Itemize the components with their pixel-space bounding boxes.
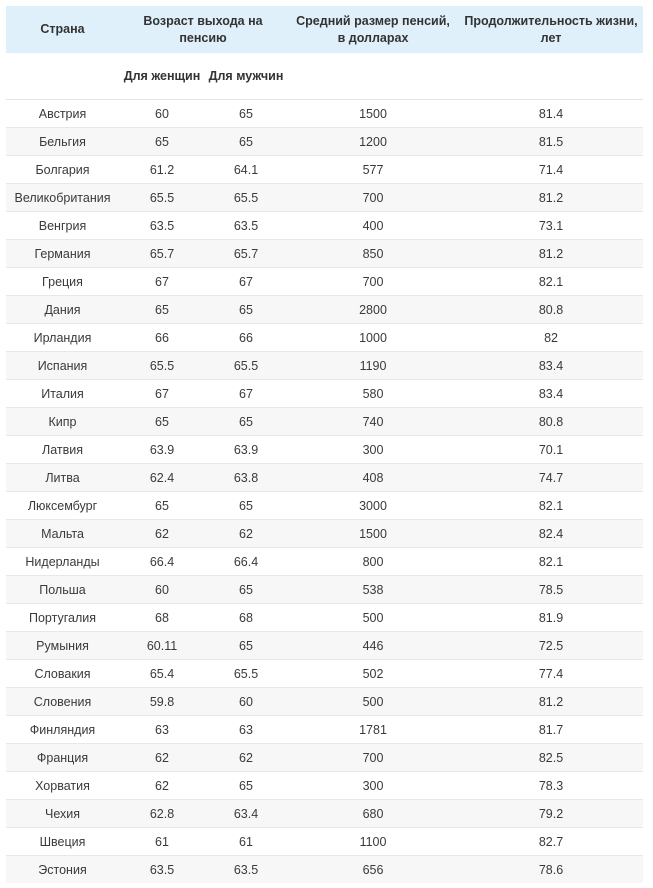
cell-men-age: 63.5 (205, 212, 287, 240)
cell-men-age: 65.7 (205, 240, 287, 268)
cell-life-expectancy: 81.7 (459, 716, 643, 744)
cell-women-age: 62 (119, 744, 205, 772)
cell-country: Кипр (6, 408, 119, 436)
cell-life-expectancy: 80.8 (459, 408, 643, 436)
cell-women-age: 65 (119, 492, 205, 520)
cell-women-age: 59.8 (119, 688, 205, 716)
cell-avg-pension: 700 (287, 268, 459, 296)
cell-men-age: 65 (205, 492, 287, 520)
cell-country: Великобритания (6, 184, 119, 212)
cell-men-age: 65 (205, 772, 287, 800)
cell-women-age: 65 (119, 128, 205, 156)
subheader-women: Для женщин (119, 53, 205, 100)
cell-avg-pension: 1500 (287, 100, 459, 128)
cell-life-expectancy: 72.5 (459, 632, 643, 660)
cell-avg-pension: 1500 (287, 520, 459, 548)
cell-life-expectancy: 82.4 (459, 520, 643, 548)
cell-country: Нидерланды (6, 548, 119, 576)
cell-avg-pension: 400 (287, 212, 459, 240)
cell-life-expectancy: 80.8 (459, 296, 643, 324)
cell-women-age: 63.5 (119, 856, 205, 884)
cell-avg-pension: 2800 (287, 296, 459, 324)
subheader-men: Для мужчин (205, 53, 287, 100)
cell-women-age: 62.8 (119, 800, 205, 828)
cell-men-age: 60 (205, 688, 287, 716)
cell-country: Греция (6, 268, 119, 296)
cell-men-age: 63.8 (205, 464, 287, 492)
cell-life-expectancy: 82.7 (459, 828, 643, 856)
table-row (6, 548, 643, 576)
cell-country: Германия (6, 240, 119, 268)
header-row (6, 6, 643, 53)
cell-men-age: 63.4 (205, 800, 287, 828)
cell-men-age: 63.5 (205, 856, 287, 884)
cell-avg-pension: 300 (287, 436, 459, 464)
cell-avg-pension: 1781 (287, 716, 459, 744)
table-row (6, 352, 643, 380)
cell-women-age: 60 (119, 100, 205, 128)
table-row (6, 604, 643, 632)
cell-avg-pension: 800 (287, 548, 459, 576)
cell-women-age: 67 (119, 380, 205, 408)
cell-country: Румыния (6, 632, 119, 660)
table-body (6, 100, 643, 884)
cell-avg-pension: 3000 (287, 492, 459, 520)
cell-life-expectancy: 78.3 (459, 772, 643, 800)
table-row (6, 128, 643, 156)
table-row (6, 408, 643, 436)
cell-women-age: 61.2 (119, 156, 205, 184)
cell-life-expectancy: 70.1 (459, 436, 643, 464)
cell-country: Венгрия (6, 212, 119, 240)
cell-country: Италия (6, 380, 119, 408)
cell-country: Франция (6, 744, 119, 772)
cell-country: Словения (6, 688, 119, 716)
cell-avg-pension: 580 (287, 380, 459, 408)
cell-life-expectancy: 81.2 (459, 688, 643, 716)
table-row (6, 380, 643, 408)
cell-avg-pension: 500 (287, 604, 459, 632)
table-row (6, 856, 643, 884)
cell-avg-pension: 577 (287, 156, 459, 184)
cell-life-expectancy: 81.4 (459, 100, 643, 128)
cell-avg-pension: 500 (287, 688, 459, 716)
cell-men-age: 68 (205, 604, 287, 632)
cell-women-age: 60.11 (119, 632, 205, 660)
cell-avg-pension: 680 (287, 800, 459, 828)
subheader-empty (459, 53, 643, 100)
table-row (6, 716, 643, 744)
cell-avg-pension: 656 (287, 856, 459, 884)
cell-avg-pension: 700 (287, 184, 459, 212)
cell-life-expectancy: 81.9 (459, 604, 643, 632)
cell-life-expectancy: 77.4 (459, 660, 643, 688)
table-row (6, 184, 643, 212)
cell-avg-pension: 502 (287, 660, 459, 688)
cell-men-age: 65 (205, 128, 287, 156)
table-row (6, 744, 643, 772)
cell-women-age: 62 (119, 520, 205, 548)
cell-avg-pension: 850 (287, 240, 459, 268)
cell-men-age: 65 (205, 296, 287, 324)
cell-country: Бельгия (6, 128, 119, 156)
cell-life-expectancy: 81.2 (459, 240, 643, 268)
cell-women-age: 65.4 (119, 660, 205, 688)
cell-men-age: 65 (205, 576, 287, 604)
cell-women-age: 61 (119, 828, 205, 856)
cell-avg-pension: 1100 (287, 828, 459, 856)
cell-country: Ирландия (6, 324, 119, 352)
table-row (6, 800, 643, 828)
subheader-row (6, 53, 643, 100)
cell-country: Финляндия (6, 716, 119, 744)
cell-life-expectancy: 82.5 (459, 744, 643, 772)
cell-country: Словакия (6, 660, 119, 688)
cell-women-age: 65 (119, 408, 205, 436)
cell-women-age: 65.5 (119, 184, 205, 212)
cell-men-age: 65.5 (205, 660, 287, 688)
table-row (6, 520, 643, 548)
subheader-empty (6, 53, 119, 100)
header-country: Страна (6, 6, 119, 53)
cell-men-age: 63 (205, 716, 287, 744)
cell-country: Люксембург (6, 492, 119, 520)
table-row (6, 632, 643, 660)
cell-life-expectancy: 79.2 (459, 800, 643, 828)
cell-life-expectancy: 78.6 (459, 856, 643, 884)
pension-table-container (6, 6, 643, 883)
table-row (6, 688, 643, 716)
cell-life-expectancy: 81.2 (459, 184, 643, 212)
cell-women-age: 65.7 (119, 240, 205, 268)
cell-life-expectancy: 73.1 (459, 212, 643, 240)
cell-country: Австрия (6, 100, 119, 128)
cell-life-expectancy: 81.5 (459, 128, 643, 156)
cell-men-age: 67 (205, 380, 287, 408)
cell-women-age: 65.5 (119, 352, 205, 380)
table-row (6, 660, 643, 688)
table-row (6, 464, 643, 492)
table-row (6, 240, 643, 268)
cell-men-age: 65 (205, 100, 287, 128)
cell-men-age: 63.9 (205, 436, 287, 464)
cell-country: Швеция (6, 828, 119, 856)
cell-men-age: 62 (205, 520, 287, 548)
cell-country: Хорватия (6, 772, 119, 800)
cell-women-age: 62.4 (119, 464, 205, 492)
cell-country: Дания (6, 296, 119, 324)
cell-avg-pension: 446 (287, 632, 459, 660)
table-header (6, 6, 643, 100)
cell-country: Португалия (6, 604, 119, 632)
table-row (6, 324, 643, 352)
cell-country: Мальта (6, 520, 119, 548)
header-avg-pension: Средний размер пенсий, в долларах (287, 6, 459, 53)
cell-women-age: 68 (119, 604, 205, 632)
table-row (6, 296, 643, 324)
cell-life-expectancy: 83.4 (459, 352, 643, 380)
table-row (6, 436, 643, 464)
cell-life-expectancy: 82.1 (459, 548, 643, 576)
cell-men-age: 64.1 (205, 156, 287, 184)
cell-men-age: 65 (205, 408, 287, 436)
cell-avg-pension: 300 (287, 772, 459, 800)
cell-women-age: 66 (119, 324, 205, 352)
cell-avg-pension: 538 (287, 576, 459, 604)
cell-life-expectancy: 82.1 (459, 492, 643, 520)
cell-women-age: 67 (119, 268, 205, 296)
cell-life-expectancy: 83.4 (459, 380, 643, 408)
cell-avg-pension: 1000 (287, 324, 459, 352)
cell-life-expectancy: 82.1 (459, 268, 643, 296)
cell-life-expectancy: 82 (459, 324, 643, 352)
cell-country: Эстония (6, 856, 119, 884)
cell-life-expectancy: 74.7 (459, 464, 643, 492)
cell-country: Чехия (6, 800, 119, 828)
cell-men-age: 67 (205, 268, 287, 296)
cell-women-age: 62 (119, 772, 205, 800)
table-row (6, 492, 643, 520)
cell-women-age: 65 (119, 296, 205, 324)
cell-country: Испания (6, 352, 119, 380)
cell-avg-pension: 408 (287, 464, 459, 492)
table-row (6, 156, 643, 184)
cell-country: Болгария (6, 156, 119, 184)
cell-men-age: 65.5 (205, 184, 287, 212)
cell-avg-pension: 740 (287, 408, 459, 436)
cell-men-age: 65 (205, 632, 287, 660)
table-row (6, 268, 643, 296)
cell-men-age: 65.5 (205, 352, 287, 380)
cell-men-age: 66.4 (205, 548, 287, 576)
cell-life-expectancy: 71.4 (459, 156, 643, 184)
cell-women-age: 60 (119, 576, 205, 604)
table-row (6, 576, 643, 604)
pension-table (6, 6, 643, 883)
cell-avg-pension: 1200 (287, 128, 459, 156)
cell-avg-pension: 700 (287, 744, 459, 772)
cell-men-age: 62 (205, 744, 287, 772)
cell-women-age: 63.9 (119, 436, 205, 464)
cell-life-expectancy: 78.5 (459, 576, 643, 604)
table-row (6, 212, 643, 240)
cell-men-age: 66 (205, 324, 287, 352)
header-life-expectancy: Продолжительность жизни, лет (459, 6, 643, 53)
subheader-empty (287, 53, 459, 100)
cell-country: Литва (6, 464, 119, 492)
cell-avg-pension: 1190 (287, 352, 459, 380)
cell-women-age: 63 (119, 716, 205, 744)
header-retirement-age: Возраст выхода на пенсию (119, 6, 287, 53)
cell-women-age: 63.5 (119, 212, 205, 240)
table-row (6, 772, 643, 800)
cell-women-age: 66.4 (119, 548, 205, 576)
cell-men-age: 61 (205, 828, 287, 856)
table-row (6, 828, 643, 856)
table-row (6, 100, 643, 128)
cell-country: Латвия (6, 436, 119, 464)
cell-country: Польша (6, 576, 119, 604)
